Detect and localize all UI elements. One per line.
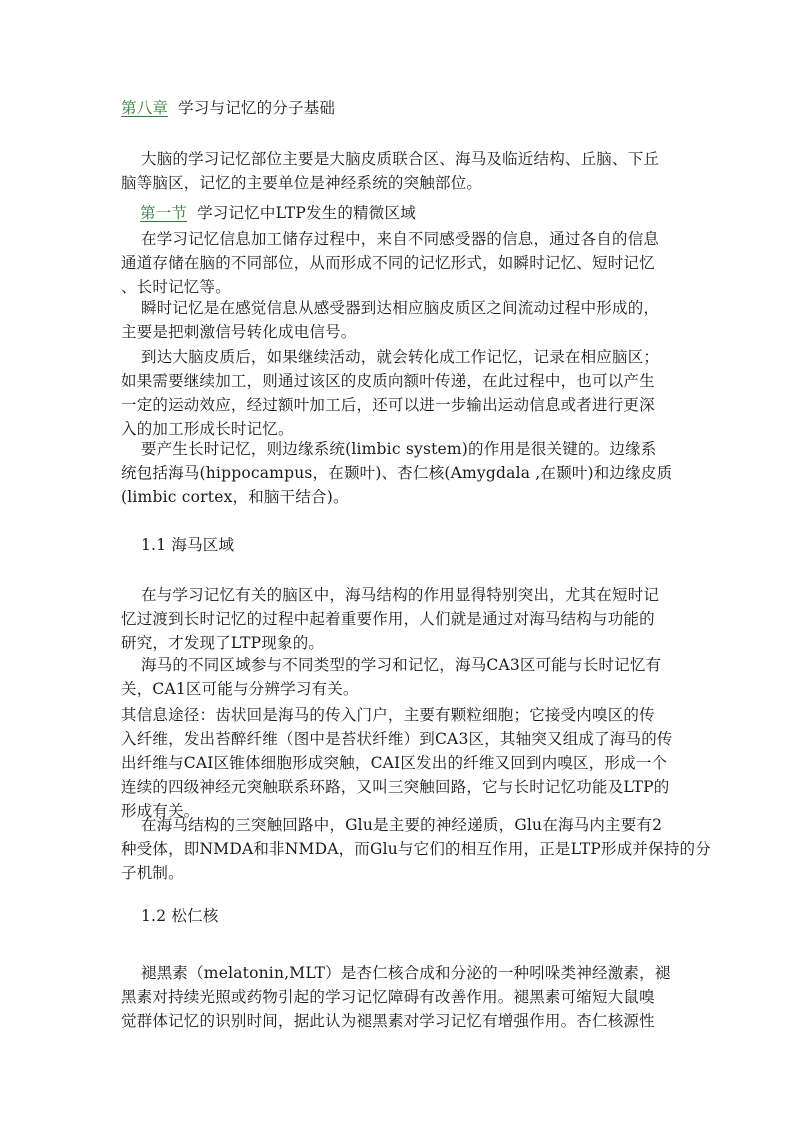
paragraph-line: 种受体，即NMDA和非NMDA，而Glu与它们的相互作用，正是LTP形成并保持的分 — [121, 840, 711, 858]
paragraph-line: 一定的运动效应，经过额叶加工后，还可以进一步输出运动信息或者进行更深 — [121, 396, 655, 414]
paragraph-line: 如果需要继续加工，则通过该区的皮质向额叶传递，在此过程中，也可以产生 — [121, 372, 655, 390]
paragraph-line: 在学习记忆信息加工储存过程中，来自不同感受器的信息，通过各自的信息 — [141, 230, 660, 248]
paragraph-line: 入纤维，发出苔醉纤维（图中是苔状纤维）到CA3区，其轴突又组成了海马的传 — [121, 730, 673, 748]
paragraph-line: 关，CA1区可能与分辨学习有关。 — [121, 680, 359, 698]
paragraph-line: 连续的四级神经元突触联系环路，又叫三突触回路，它与长时记忆功能及LTP的 — [121, 778, 670, 796]
paragraph-line: 形成有关。 — [121, 802, 200, 820]
paragraph-line: 黑素对持续光照或药物引起的学习记忆障碍有改善作用。褪黑素可缩短大鼠嗅 — [121, 988, 655, 1006]
intro-line: 脑等脑区，记忆的主要单位是神经系统的突触部位。 — [121, 174, 483, 192]
paragraph-line: 出纤维与CAI区锥体细胞形成突触，CAI区发出的纤维又回到内嗅区，形成一个 — [121, 754, 668, 772]
paragraph-line: 到达大脑皮质后，如果继续活动，就会转化成工作记忆，记录在相应脑区； — [141, 348, 660, 366]
subsection-heading: 1.2 松仁核 — [141, 907, 219, 925]
intro-line: 大脑的学习记忆部位主要是大脑皮质联合区、海马及临近结构、丘脑、下丘 — [141, 150, 660, 168]
paragraph-line: 子机制。 — [121, 864, 184, 882]
paragraph-line: 在海马结构的三突触回路中，Glu是主要的神经递质，Glu在海马内主要有2 — [141, 816, 663, 834]
paragraph-line: 褪黑素（melatonin,MLT）是杏仁核合成和分泌的一种吲哚类神经激素，褪 — [141, 964, 671, 982]
paragraph-line: 研究，才发现了LTP现象的。 — [121, 634, 325, 652]
chapter-heading — [121, 96, 335, 120]
paragraph-line: (limbic cortex，和脑干结合)。 — [121, 488, 349, 506]
paragraph-line: 要产生长时记忆，则边缘系统(limbic system)的作用是很关键的。边缘系 — [141, 440, 657, 458]
section-heading — [140, 201, 416, 225]
section-label: 第一节 — [140, 204, 188, 222]
paragraph-line: 统包括海马(hippocampus，在颞叶)、杏仁核(Amygdala ,在颞叶)和边缘皮质 — [121, 464, 673, 482]
paragraph-line: 忆过渡到长时记忆的过程中起着重要作用，人们就是通过对海马结构与功能的 — [121, 610, 655, 628]
paragraph-line: 其信息途径：齿状回是海马的传入门户，主要有颗粒细胞；它接受内嗅区的传 — [121, 706, 655, 724]
chapter-title: 学习与记忆的分子基础 — [178, 99, 336, 117]
paragraph-line: 主要是把刺激信号转化成电信号。 — [121, 323, 357, 341]
chapter-label: 第八章 — [121, 99, 169, 117]
section-title: 学习记忆中LTP发生的精微区域 — [197, 204, 416, 222]
paragraph-line: 、长时记忆等。 — [121, 278, 231, 296]
paragraph-line: 瞬时记忆是在感觉信息从感受器到达相应脑皮质区之间流动过程中形成的， — [141, 299, 660, 317]
paragraph-line: 入的加工形成长时记忆。 — [121, 420, 294, 438]
subsection-heading: 1.1 海马区域 — [141, 536, 235, 554]
paragraph-line: 海马的不同区域参与不同类型的学习和记忆，海马CA3区可能与长时记忆有 — [141, 656, 662, 674]
paragraph-line: 通道存储在脑的不同部位，从而形成不同的记忆形式，如瞬时记忆、短时记忆 — [121, 254, 655, 272]
paragraph-line: 觉群体记忆的识别时间，据此认为褪黑素对学习记忆有增强作用。杏仁核源性 — [121, 1012, 655, 1030]
paragraph-line: 在与学习记忆有关的脑区中，海马结构的作用显得特别突出，尤其在短时记 — [141, 586, 660, 604]
